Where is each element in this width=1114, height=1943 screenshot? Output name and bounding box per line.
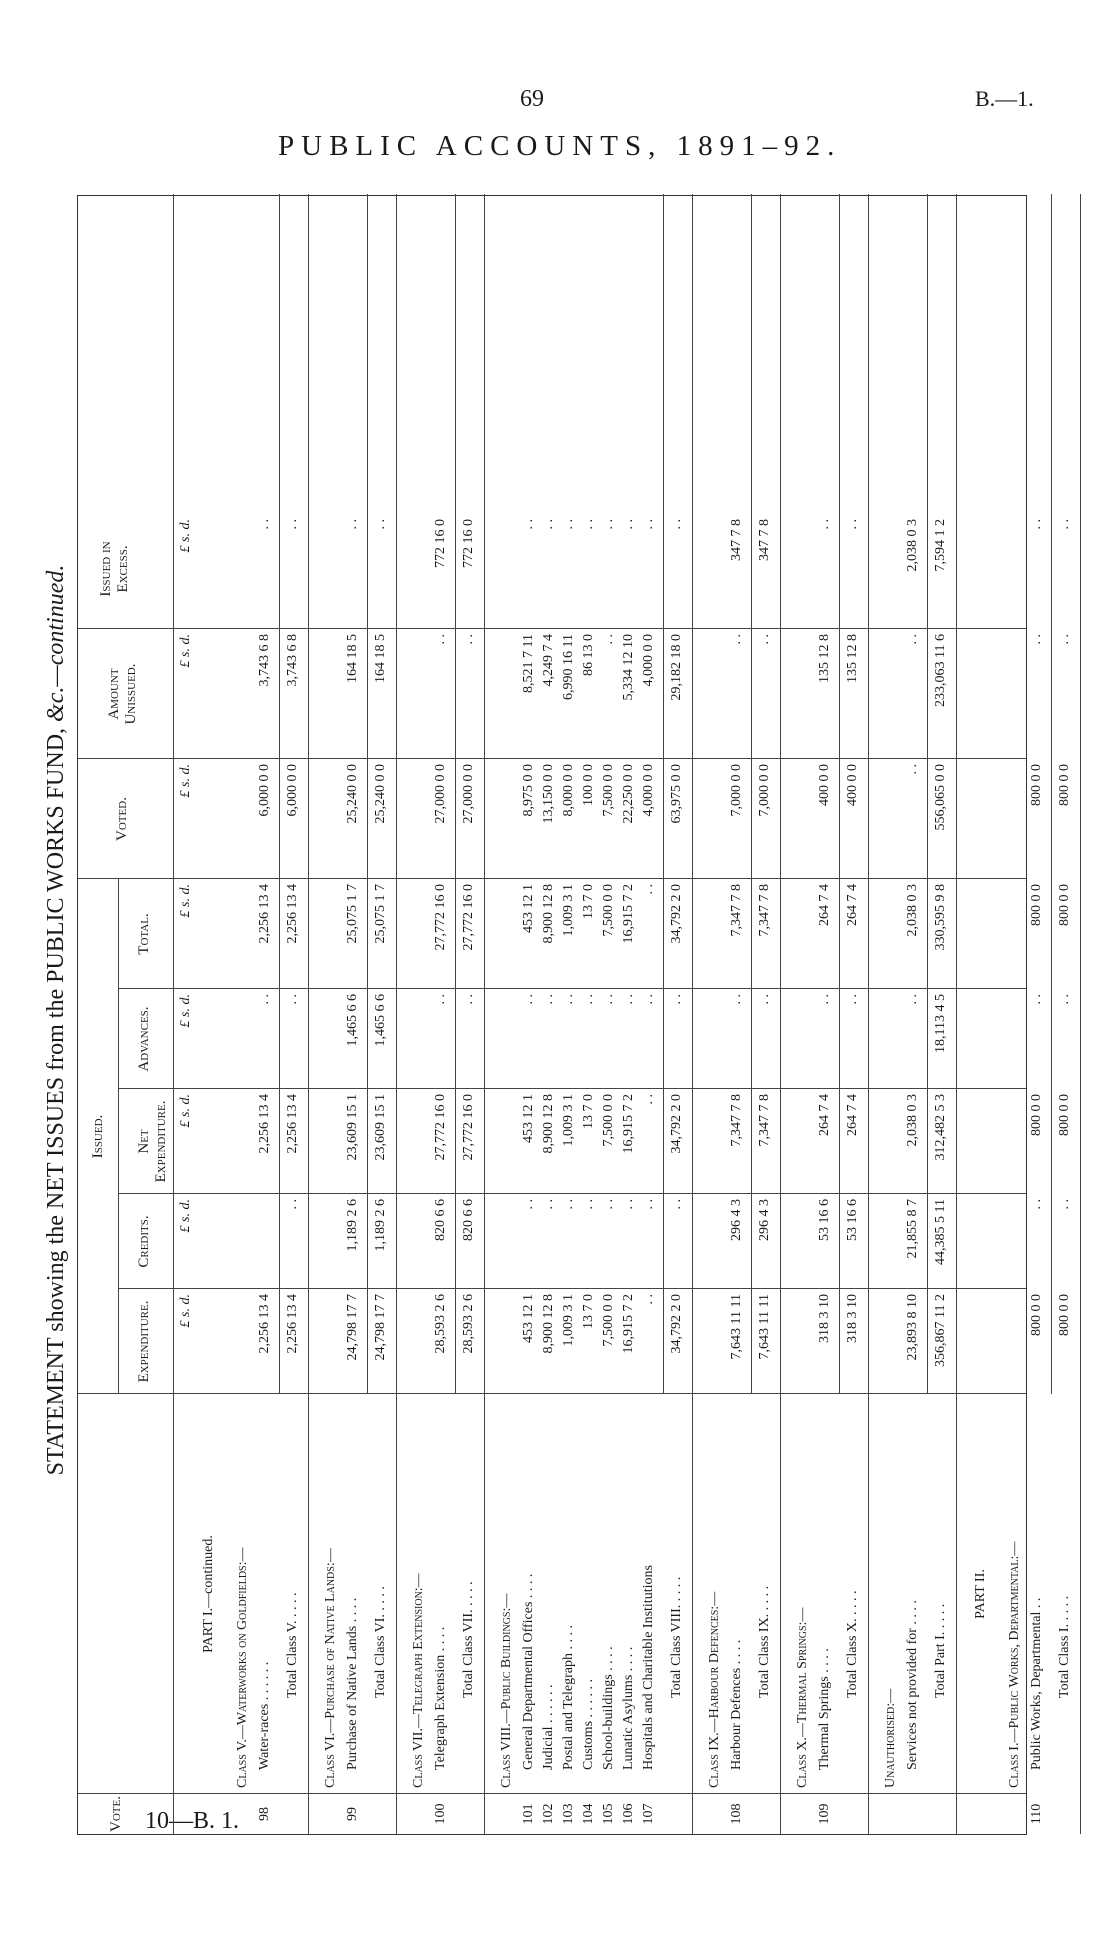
vote-number: 103: [561, 1803, 576, 1825]
amount-cell: 800 0 0: [1057, 1294, 1072, 1336]
total-rule: [367, 194, 368, 1394]
amount-cell: . .: [601, 1199, 616, 1210]
statement-title: [43, 195, 70, 1845]
amount-cell: . .: [461, 994, 476, 1005]
amount-cell: 7,347 7 8: [729, 1094, 744, 1147]
table-row: [498, 194, 516, 1834]
amount-cell: . .: [641, 884, 656, 895]
amount-cell: 6,990 16 11: [561, 634, 576, 700]
amount-cell: 400 0 0: [817, 764, 832, 806]
row-description: Class VI.—Purchase of Native Lands:—: [323, 1548, 338, 1788]
amount-cell: . .: [433, 994, 448, 1005]
amount-cell: . .: [581, 994, 596, 1005]
amount-cell: 296 4 3: [757, 1199, 772, 1241]
unit-label: £ s. d.: [178, 634, 193, 668]
row-description: Total Class V. . . . .: [285, 1592, 300, 1698]
table-row: [706, 194, 724, 1834]
amount-cell: 8,975 0 0: [521, 764, 536, 817]
header-issued: Issued.: [90, 1114, 106, 1159]
amount-cell: 2,256 13 4: [285, 1294, 300, 1354]
row-description: Class IX.—Harbour Defences:—: [707, 1591, 722, 1788]
amount-cell: 6,000 0 0: [257, 764, 272, 817]
amount-cell: 7,000 0 0: [757, 764, 772, 817]
total-rule: [927, 194, 928, 1394]
table-row: [540, 194, 558, 1834]
row-description: Services not provided for . . . .: [905, 1600, 920, 1770]
statement-title-suffix: &c.—continued.: [43, 564, 69, 722]
amount-cell: 1,009 3 1: [561, 1294, 576, 1347]
section-rule: [692, 194, 693, 1834]
amount-cell: 16,915 7 2: [621, 1094, 636, 1154]
amount-cell: 27,772 16 0: [461, 884, 476, 951]
amount-cell: 28,593 2 6: [433, 1294, 448, 1354]
amount-cell: . .: [373, 519, 388, 530]
amount-cell: 8,000 0 0: [561, 764, 576, 817]
table-row: [668, 194, 686, 1834]
header-total: Total.: [136, 913, 152, 955]
statement-title-main: STATEMENT showing the NET ISSUES from the PUBLIC WORKS FUND,: [43, 727, 69, 1476]
header-credits: Credits.: [136, 1215, 152, 1268]
unit-label: £ s. d.: [178, 764, 193, 798]
row-description: Harbour Defences . . . .: [729, 1639, 744, 1770]
amount-cell: . .: [581, 1199, 596, 1210]
table-row: [410, 194, 428, 1834]
amount-cell: 7,643 11 11: [729, 1294, 744, 1360]
amount-cell: 4,000 0 0: [641, 764, 656, 817]
amount-cell: . .: [257, 519, 272, 530]
amount-cell: 453 12 1: [521, 884, 536, 933]
amount-cell: 27,772 16 0: [433, 884, 448, 951]
amount-cell: 13 7 0: [581, 1094, 596, 1129]
amount-cell: 63,975 0 0: [669, 764, 684, 824]
amount-cell: . .: [621, 1199, 636, 1210]
header-expenditure: Expenditure.: [136, 1300, 152, 1383]
amount-cell: . .: [817, 519, 832, 530]
amount-cell: 233,063 11 6: [933, 634, 948, 707]
vote-number: 102: [541, 1803, 556, 1825]
unit-label: £ s. d.: [178, 519, 193, 553]
amount-cell: 28,593 2 6: [461, 1294, 476, 1354]
section-rule: [484, 194, 485, 1834]
table-row: [932, 194, 950, 1834]
row-description: Hospitals and Charitable Institutions: [641, 1565, 656, 1770]
amount-cell: . .: [521, 994, 536, 1005]
row-description: Class I.—Public Works, Departmental:—: [1007, 1541, 1022, 1788]
table-row: [844, 194, 862, 1834]
table-row: [432, 194, 450, 1834]
amount-cell: 27,000 0 0: [461, 764, 476, 824]
amount-cell: 7,500 0 0: [601, 1294, 616, 1347]
amount-cell: 800 0 0: [1057, 1094, 1072, 1136]
amount-cell: . .: [601, 994, 616, 1005]
row-description: Class V.—Waterworks on Goldfields:—: [235, 1547, 250, 1788]
amount-cell: . .: [1029, 994, 1044, 1005]
amount-cell: 7,000 0 0: [729, 764, 744, 817]
row-description: School-buildings . . . .: [601, 1646, 616, 1770]
row-description: Class VIII.—Public Buildings:—: [499, 1593, 514, 1788]
table-row: [372, 194, 390, 1834]
amount-cell: . .: [729, 994, 744, 1005]
amount-cell: . .: [621, 519, 636, 530]
vote-number: 101: [521, 1803, 536, 1825]
amount-cell: 318 3 10: [845, 1294, 860, 1343]
amount-cell: . .: [621, 994, 636, 1005]
amount-cell: . .: [1029, 1199, 1044, 1210]
amount-cell: 24,798 17 7: [373, 1294, 388, 1361]
amount-cell: 453 12 1: [521, 1094, 536, 1143]
table-row: [620, 194, 638, 1834]
amount-cell: . .: [845, 519, 860, 530]
row-description: PART II.: [973, 1569, 988, 1619]
row-description: Customs . . . . . .: [581, 1678, 596, 1770]
amount-cell: . .: [461, 634, 476, 645]
amount-cell: 7,347 7 8: [757, 884, 772, 937]
unit-label: £ s. d.: [178, 1199, 193, 1233]
grid-line: [118, 879, 119, 1394]
amount-cell: . .: [1057, 1199, 1072, 1210]
amount-cell: 264 7 4: [817, 1094, 832, 1136]
amount-cell: 86 13 0: [581, 634, 596, 676]
amount-cell: 800 0 0: [1057, 764, 1072, 806]
amount-cell: 27,772 16 0: [461, 1094, 476, 1161]
amount-cell: 5,334 12 10: [621, 634, 636, 701]
amount-cell: . .: [757, 994, 772, 1005]
table-row: [816, 194, 834, 1834]
vote-number: 106: [621, 1803, 636, 1825]
unit-label: £ s. d.: [178, 1094, 193, 1128]
amount-cell: 2,256 13 4: [257, 884, 272, 944]
amount-cell: 820 6 6: [433, 1199, 448, 1241]
row-description: Total Class X. . . . .: [845, 1590, 860, 1698]
amount-cell: 264 7 4: [845, 884, 860, 926]
total-rule: [455, 194, 456, 1394]
amount-cell: 2,256 13 4: [257, 1094, 272, 1154]
amount-cell: 3,743 6 8: [257, 634, 272, 687]
amount-cell: 44,385 5 11: [933, 1199, 948, 1265]
amount-cell: . .: [541, 1199, 556, 1210]
vote-number: 109: [817, 1803, 832, 1825]
amount-cell: 772 16 0: [461, 519, 476, 568]
amount-cell: 1,465 6 6: [373, 994, 388, 1047]
table-row: [234, 194, 252, 1834]
amount-cell: 7,500 0 0: [601, 884, 616, 937]
amount-cell: . .: [641, 1294, 656, 1305]
amount-cell: . .: [817, 994, 832, 1005]
amount-cell: 6,000 0 0: [285, 764, 300, 817]
total-rule: [663, 194, 664, 1394]
amount-cell: 800 0 0: [1029, 764, 1044, 806]
grid-line: [173, 194, 174, 1834]
amount-cell: 34,792 2 0: [669, 1094, 684, 1154]
row-description: Total Class IX. . . . .: [757, 1585, 772, 1698]
amount-cell: 34,792 2 0: [669, 884, 684, 944]
table-row: [200, 194, 218, 1834]
amount-cell: 296 4 3: [729, 1199, 744, 1241]
amount-cell: . .: [641, 1199, 656, 1210]
row-description: Lunatic Asylums . . . .: [621, 1646, 636, 1770]
amount-cell: 400 0 0: [845, 764, 860, 806]
amount-cell: 21,855 8 7: [905, 1199, 920, 1259]
amount-cell: 8,900 12 8: [541, 1294, 556, 1354]
section-rule: [780, 194, 781, 1834]
amount-cell: . .: [601, 634, 616, 645]
amount-cell: . .: [345, 519, 360, 530]
header-voted: Voted.: [114, 797, 130, 841]
amount-cell: . .: [905, 994, 920, 1005]
amount-cell: 1,465 6 6: [345, 994, 360, 1047]
table-row: [756, 194, 774, 1834]
amount-cell: 1,009 3 1: [561, 884, 576, 937]
amount-cell: 7,347 7 8: [757, 1094, 772, 1147]
amount-cell: 13 7 0: [581, 884, 596, 919]
amount-cell: 23,893 8 10: [905, 1294, 920, 1361]
amount-cell: 800 0 0: [1029, 884, 1044, 926]
amount-cell: 8,900 12 8: [541, 884, 556, 944]
amount-cell: . .: [521, 519, 536, 530]
page-number: 69: [520, 86, 544, 112]
row-description: Total Class VIII. . . . .: [669, 1576, 684, 1698]
document-code: B.—1.: [975, 86, 1034, 111]
vote-number: 104: [581, 1803, 596, 1825]
vote-number: 105: [601, 1803, 616, 1825]
amount-cell: 53 16 6: [817, 1199, 832, 1241]
amount-cell: 135 12 8: [845, 634, 860, 683]
table-row: [972, 194, 990, 1834]
total-rule: [839, 194, 840, 1394]
table-row: [600, 194, 618, 1834]
table-row: [580, 194, 598, 1834]
amount-cell: . .: [669, 519, 684, 530]
amount-cell: 318 3 10: [817, 1294, 832, 1343]
amount-cell: 264 7 4: [817, 884, 832, 926]
amount-cell: 556,065 0 0: [933, 764, 948, 831]
amount-cell: 1,189 2 6: [345, 1199, 360, 1252]
amount-cell: 135 12 8: [817, 634, 832, 683]
vote-number: 100: [433, 1803, 448, 1825]
amount-cell: 8,900 12 8: [541, 1094, 556, 1154]
amount-cell: 24,798 17 7: [345, 1294, 360, 1361]
page-title: PUBLIC ACCOUNTS, 1891–92.: [278, 130, 842, 162]
amount-cell: 34,792 2 0: [669, 1294, 684, 1354]
amount-cell: 25,075 1 7: [345, 884, 360, 944]
amount-cell: 7,347 7 8: [729, 884, 744, 937]
amount-cell: 312,482 5 3: [933, 1094, 948, 1161]
amount-cell: 23,609 15 1: [345, 1094, 360, 1161]
row-description: PART I.—continued.: [201, 1535, 216, 1653]
amount-cell: 7,594 1 2: [933, 519, 948, 572]
table-row: [322, 194, 340, 1834]
row-description: Total Part I. . . . .: [933, 1603, 948, 1698]
amount-cell: . .: [641, 1094, 656, 1105]
amount-cell: 25,240 0 0: [373, 764, 388, 824]
table-row: [1056, 194, 1074, 1834]
amount-cell: . .: [601, 519, 616, 530]
amount-cell: 4,249 7 4: [541, 634, 556, 687]
amount-cell: . .: [1029, 634, 1044, 645]
row-description: Total Class VI. . . . .: [373, 1586, 388, 1698]
amount-cell: . .: [257, 994, 272, 1005]
amount-cell: . .: [541, 519, 556, 530]
amount-cell: 7,500 0 0: [601, 764, 616, 817]
unit-label: £ s. d.: [178, 1294, 193, 1328]
amount-cell: . .: [1029, 519, 1044, 530]
amount-cell: . .: [729, 634, 744, 645]
header-issued-in-excess: Issued in Excess.: [98, 541, 131, 597]
section-rule: [396, 194, 397, 1834]
total-rule: [1051, 194, 1052, 1394]
row-description: Water-races . . . . . .: [257, 1661, 272, 1770]
table-row: [284, 194, 302, 1834]
amount-cell: . .: [581, 519, 596, 530]
amount-cell: . .: [1057, 519, 1072, 530]
row-description: Total Class VII. . . . .: [461, 1581, 476, 1698]
amount-cell: 2,038 0 3: [905, 1094, 920, 1147]
amount-cell: . .: [561, 519, 576, 530]
vote-number: 110: [1029, 1803, 1044, 1825]
amount-cell: 18,113 4 5: [933, 994, 948, 1053]
amount-cell: . .: [285, 994, 300, 1005]
header-advances: Advances.: [136, 1006, 152, 1072]
amount-cell: 330,595 9 8: [933, 884, 948, 951]
vote-number: 107: [641, 1803, 656, 1825]
amount-cell: 2,256 13 4: [285, 1094, 300, 1154]
row-description: Class VII.—Telegraph Extension:—: [411, 1573, 426, 1788]
amount-cell: . .: [669, 1199, 684, 1210]
amount-cell: 820 6 6: [461, 1199, 476, 1241]
amount-cell: 347 7 8: [729, 519, 744, 561]
header-vote: Vote.: [108, 1796, 124, 1832]
amount-cell: . .: [521, 1199, 536, 1210]
amount-cell: 27,000 0 0: [433, 764, 448, 824]
row-description: General Departmental Offices . . . .: [521, 1573, 536, 1770]
table-row: [520, 194, 538, 1834]
header-net-expenditure: Net Expenditure.: [136, 1100, 169, 1183]
row-description: Judicial . . . . . .: [541, 1684, 556, 1770]
amount-cell: 7,643 11 11: [757, 1294, 772, 1360]
amount-cell: 2,256 13 4: [257, 1294, 272, 1354]
amount-cell: 100 0 0: [581, 764, 596, 806]
row-description: Total Class I. . . . .: [1057, 1595, 1072, 1698]
table-row: [560, 194, 578, 1834]
table-row: [794, 194, 812, 1834]
table-row: [460, 194, 478, 1834]
amount-cell: 4,000 0 0: [641, 634, 656, 687]
amount-cell: 2,038 0 3: [905, 519, 920, 572]
amount-cell: 16,915 7 2: [621, 884, 636, 944]
row-description: Telegraph Extension . . . .: [433, 1626, 448, 1770]
amount-cell: . .: [1057, 994, 1072, 1005]
rotated-statement: [35, 195, 1072, 1845]
header-amount-unissued: Amount Unissued.: [106, 663, 139, 725]
amount-cell: 1,009 3 1: [561, 1094, 576, 1147]
vote-number: 99: [345, 1807, 360, 1821]
row-description: Public Works, Departmental . .: [1029, 1597, 1044, 1770]
amount-cell: 16,915 7 2: [621, 1294, 636, 1354]
row-description: Postal and Telegraph . . . .: [561, 1625, 576, 1770]
table-row: [640, 194, 658, 1834]
footer-code: 10—B. 1.: [145, 1808, 240, 1834]
row-description: Purchase of Native Lands . . . .: [345, 1597, 360, 1770]
total-rule: [279, 194, 280, 1394]
section-rule: [308, 194, 309, 1834]
amount-cell: . .: [845, 994, 860, 1005]
amount-cell: . .: [561, 994, 576, 1005]
amount-cell: 772 16 0: [433, 519, 448, 568]
amount-cell: 29,182 18 0: [669, 634, 684, 701]
amount-cell: 25,075 1 7: [373, 884, 388, 944]
amount-cell: 347 7 8: [757, 519, 772, 561]
amount-cell: . .: [905, 764, 920, 775]
amount-cell: 53 16 6: [845, 1199, 860, 1241]
table-row: [1006, 194, 1024, 1834]
amount-cell: 7,500 0 0: [601, 1094, 616, 1147]
row-description: Thermal Springs . . . .: [817, 1648, 832, 1770]
vote-number: 108: [729, 1803, 744, 1825]
amount-cell: 22,250 0 0: [621, 764, 636, 824]
amount-cell: 13,150 0 0: [541, 764, 556, 824]
row-description: Class X.—Thermal Springs:—: [795, 1607, 810, 1788]
amount-cell: 27,772 16 0: [433, 1094, 448, 1161]
vote-number: 98: [257, 1807, 272, 1821]
amount-cell: . .: [669, 994, 684, 1005]
amount-cell: 164 18 5: [345, 634, 360, 683]
amount-cell: 800 0 0: [1029, 1094, 1044, 1136]
table-row: [904, 194, 922, 1834]
table-row: [256, 194, 274, 1834]
amount-cell: 3,743 6 8: [285, 634, 300, 687]
amount-cell: . .: [561, 1199, 576, 1210]
statement-table: [77, 195, 1072, 1835]
amount-cell: . .: [641, 519, 656, 530]
unit-label: £ s. d.: [178, 994, 193, 1028]
amount-cell: . .: [433, 634, 448, 645]
amount-cell: 13 7 0: [581, 1294, 596, 1329]
amount-cell: . .: [905, 634, 920, 645]
amount-cell: . .: [1057, 634, 1072, 645]
amount-cell: 356,867 11 2: [933, 1294, 948, 1367]
amount-cell: 264 7 4: [845, 1094, 860, 1136]
section-rule: [868, 194, 869, 1834]
amount-cell: 1,189 2 6: [373, 1199, 388, 1252]
table-row: [1028, 194, 1046, 1834]
amount-cell: 800 0 0: [1029, 1294, 1044, 1336]
amount-cell: 800 0 0: [1057, 884, 1072, 926]
table-row: [344, 194, 362, 1834]
amount-cell: 2,038 0 3: [905, 884, 920, 937]
total-rule: [751, 194, 752, 1394]
section-rule: [956, 194, 957, 1834]
amount-cell: 25,240 0 0: [345, 764, 360, 824]
table-row: [882, 194, 900, 1834]
amount-cell: . .: [641, 994, 656, 1005]
amount-cell: . .: [285, 519, 300, 530]
amount-cell: 164 18 5: [373, 634, 388, 683]
amount-cell: 8,521 7 11: [521, 634, 536, 693]
amount-cell: 23,609 15 1: [373, 1094, 388, 1161]
table-row: [728, 194, 746, 1834]
unit-label: £ s. d.: [178, 884, 193, 918]
row-description: Unauthorised:—: [883, 1688, 898, 1788]
amount-cell: 2,256 13 4: [285, 884, 300, 944]
amount-cell: . .: [757, 634, 772, 645]
section-rule: [1080, 194, 1081, 1834]
amount-cell: . .: [285, 1199, 300, 1210]
amount-cell: . .: [541, 994, 556, 1005]
amount-cell: 453 12 1: [521, 1294, 536, 1343]
